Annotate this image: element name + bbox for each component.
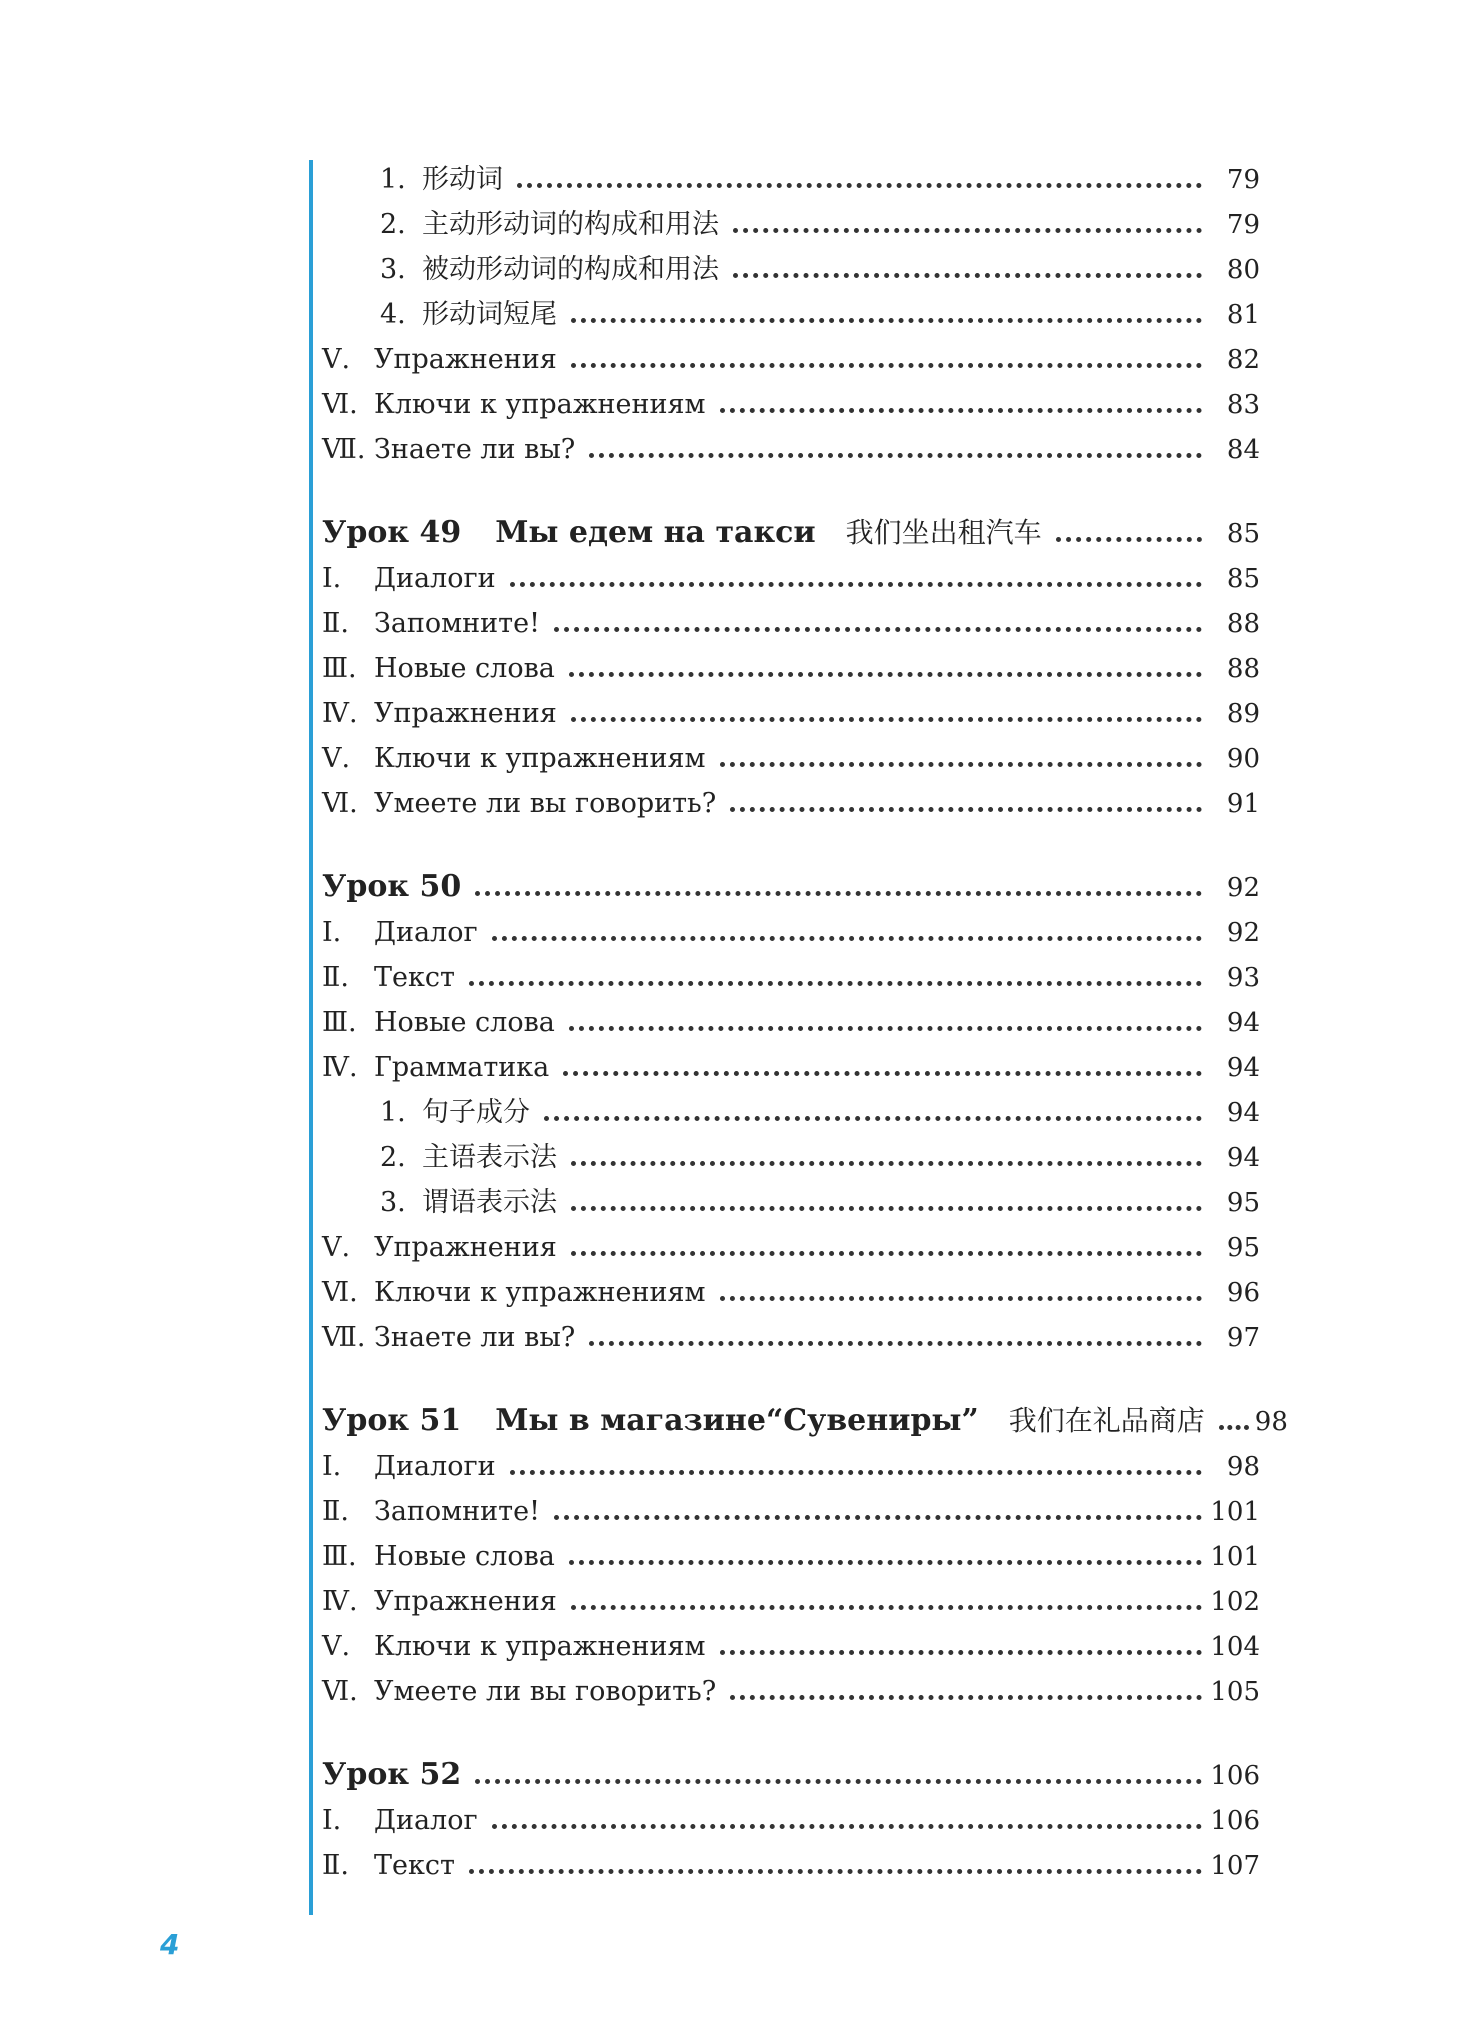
entry-label	[322, 345, 557, 375]
entry-label	[380, 1098, 530, 1128]
entry-number: Ⅰ.	[322, 563, 342, 595]
lesson-heading[interactable]	[322, 1741, 1260, 1791]
dot-leader	[720, 1650, 1202, 1655]
entry-title: Новые слова	[374, 653, 555, 685]
entry-number: Ⅳ.	[322, 1586, 358, 1618]
dot-leader	[569, 1560, 1202, 1565]
entry-title: Диалог	[374, 1805, 478, 1837]
page-ref: 94	[1226, 1053, 1260, 1084]
page-ref: 88	[1226, 609, 1260, 640]
dot-leader	[571, 1161, 1202, 1166]
entry-title: Упражнения	[374, 1232, 557, 1264]
lesson-title	[322, 1404, 1205, 1437]
dot-leader	[1219, 1425, 1249, 1430]
entry-label	[322, 1677, 716, 1707]
entry-number: Ⅲ.	[322, 1541, 357, 1573]
entry-number: Ⅶ.	[322, 434, 366, 466]
entry-number: Ⅱ.	[322, 608, 349, 640]
toc-section	[322, 499, 1260, 819]
page-ref: 101	[1210, 1497, 1260, 1528]
entry-title: Запомните!	[374, 608, 540, 640]
page-ref: 89	[1226, 699, 1260, 730]
entry-label	[322, 744, 706, 774]
toc-entry[interactable]	[322, 774, 1260, 819]
dot-leader	[510, 582, 1202, 587]
toc-entry[interactable]	[322, 1437, 1260, 1482]
entry-title: Ключи к упражнениям	[374, 743, 706, 775]
lesson-heading[interactable]	[322, 853, 1260, 903]
dot-leader	[589, 1341, 1202, 1346]
entry-number: 4.	[380, 299, 406, 331]
toc-entry[interactable]	[322, 330, 1260, 375]
entry-label	[380, 1188, 557, 1218]
toc-entry[interactable]	[322, 285, 1260, 330]
toc-section	[322, 1741, 1260, 1881]
page-ref: 104	[1210, 1632, 1260, 1663]
page-ref: 95	[1226, 1188, 1260, 1219]
entry-title: 句子成分	[422, 1097, 530, 1129]
toc-entry[interactable]	[322, 1218, 1260, 1263]
entry-label	[322, 699, 557, 729]
page-ref: 88	[1226, 654, 1260, 685]
entry-title: Знаете ли вы?	[374, 1322, 576, 1354]
entry-title: Умеете ли вы говорить?	[374, 788, 717, 820]
entry-title: Диалоги	[374, 1451, 496, 1483]
entry-label	[322, 1008, 555, 1038]
dot-leader	[517, 183, 1202, 188]
dot-leader	[730, 807, 1202, 812]
entry-title: Грамматика	[374, 1052, 550, 1084]
dot-leader	[571, 363, 1202, 368]
entry-number: Ⅴ.	[322, 344, 351, 376]
entry-title: Упражнения	[374, 1586, 557, 1618]
entry-label	[322, 963, 455, 993]
entry-label	[322, 1587, 557, 1617]
toc-entry[interactable]	[322, 1791, 1260, 1836]
page-ref: 94	[1226, 1008, 1260, 1039]
page-ref: 101	[1210, 1542, 1260, 1573]
page-number: 4	[160, 1928, 180, 1961]
entry-label	[380, 165, 503, 195]
entry-label	[322, 390, 706, 420]
page-ref: 82	[1226, 345, 1260, 376]
dot-leader	[571, 1206, 1202, 1211]
lesson-chinese-title: 我们在礼品商店	[1008, 1404, 1205, 1437]
toc-entry[interactable]	[322, 1038, 1260, 1083]
page-ref: 102	[1210, 1587, 1260, 1618]
toc-entry[interactable]	[322, 420, 1260, 465]
dot-leader	[730, 1695, 1202, 1700]
entry-label	[380, 1143, 557, 1173]
entry-label	[322, 609, 540, 639]
toc-entry[interactable]	[322, 639, 1260, 684]
page-ref: 98	[1226, 1452, 1260, 1483]
entry-number: 3.	[380, 254, 406, 286]
page-ref: 94	[1226, 1098, 1260, 1129]
toc-section	[322, 853, 1260, 1353]
entry-label	[322, 1632, 706, 1662]
entry-number: 2.	[380, 209, 406, 241]
entry-number: Ⅳ.	[322, 698, 358, 730]
entry-title: Знаете ли вы?	[374, 434, 576, 466]
toc-entry[interactable]	[322, 240, 1260, 285]
toc-entry[interactable]	[322, 684, 1260, 729]
entry-label	[380, 210, 719, 240]
page-ref: 92	[1226, 873, 1260, 904]
entry-title: Ключи к упражнениям	[374, 1277, 706, 1309]
entry-label	[380, 300, 557, 330]
toc-section	[322, 150, 1260, 465]
entry-number: 1.	[380, 164, 406, 196]
toc-entry[interactable]	[322, 1836, 1260, 1881]
entry-label	[322, 564, 496, 594]
dot-leader	[589, 453, 1202, 458]
toc-entry[interactable]	[322, 993, 1260, 1038]
page-ref: 90	[1226, 744, 1260, 775]
entry-label	[322, 654, 555, 684]
toc-entry[interactable]	[322, 1527, 1260, 1572]
lesson-russian-title: Мы в магазине“Сувениры”	[495, 1403, 979, 1438]
entry-title: Текст	[374, 962, 455, 994]
entry-number: 2.	[380, 1142, 406, 1174]
lesson-title	[322, 1758, 461, 1791]
dot-leader	[720, 762, 1202, 767]
entry-number: 1.	[380, 1097, 406, 1129]
entry-number: Ⅰ.	[322, 1451, 342, 1483]
page-ref: 91	[1226, 789, 1260, 820]
entry-number: Ⅰ.	[322, 1805, 342, 1837]
dot-leader	[720, 1296, 1202, 1301]
lesson-number: Урок 50	[322, 869, 462, 904]
dot-leader	[469, 981, 1202, 986]
dot-leader	[563, 1071, 1202, 1076]
page-ref: 85	[1226, 519, 1260, 550]
toc-entry[interactable]	[322, 375, 1260, 420]
accent-rule	[309, 160, 313, 1915]
entry-label	[380, 255, 719, 285]
entry-title: 被动形动词的构成和用法	[422, 254, 719, 286]
entry-number: Ⅲ.	[322, 1007, 357, 1039]
toc-entry[interactable]	[322, 1128, 1260, 1173]
toc-entry[interactable]	[322, 1662, 1260, 1707]
page-ref: 93	[1226, 963, 1260, 994]
entry-title: 形动词短尾	[422, 299, 557, 331]
dot-leader	[733, 228, 1202, 233]
page-ref: 84	[1226, 435, 1260, 466]
dot-leader	[544, 1116, 1202, 1121]
entry-number: Ⅱ.	[322, 1496, 349, 1528]
page-ref: 95	[1226, 1233, 1260, 1264]
toc-entry[interactable]	[322, 195, 1260, 240]
dot-leader	[571, 717, 1202, 722]
lesson-title	[322, 516, 1042, 549]
entry-title: Умеете ли вы говорить?	[374, 1676, 717, 1708]
dot-leader	[569, 672, 1202, 677]
entry-number: Ⅶ.	[322, 1322, 366, 1354]
toc-entry[interactable]	[322, 1572, 1260, 1617]
entry-title: Ключи к упражнениям	[374, 1631, 706, 1663]
page-ref: 96	[1226, 1278, 1260, 1309]
entry-title: Новые слова	[374, 1007, 555, 1039]
entry-title: Запомните!	[374, 1496, 540, 1528]
entry-label	[322, 1053, 549, 1083]
entry-title: Упражнения	[374, 698, 557, 730]
dot-leader	[475, 891, 1202, 896]
lesson-heading[interactable]	[322, 1387, 1288, 1438]
table-of-contents	[322, 150, 1288, 1882]
entry-number: Ⅵ.	[322, 1676, 358, 1708]
page-ref: 92	[1226, 918, 1260, 949]
entry-title: Текст	[374, 1850, 455, 1882]
toc-entry[interactable]	[322, 729, 1260, 774]
entry-label	[322, 435, 575, 465]
toc-entry[interactable]	[322, 948, 1260, 993]
entry-number: Ⅱ.	[322, 962, 349, 994]
lesson-chinese-title: 我们坐出租汽车	[845, 516, 1042, 549]
entry-number: Ⅰ.	[322, 917, 342, 949]
entry-title: Ключи к упражнениям	[374, 389, 706, 421]
entry-label	[322, 1806, 478, 1836]
entry-label	[322, 1278, 706, 1308]
dot-leader	[1056, 537, 1202, 542]
entry-number: Ⅲ.	[322, 653, 357, 685]
entry-number: Ⅴ.	[322, 1232, 351, 1264]
dot-leader	[492, 936, 1202, 941]
toc-entry[interactable]	[322, 1482, 1260, 1527]
page-ref: 105	[1210, 1677, 1260, 1708]
lesson-number: Урок 52	[322, 1757, 462, 1792]
toc-entry[interactable]	[322, 1173, 1260, 1218]
dot-leader	[720, 408, 1202, 413]
entry-label	[322, 1497, 540, 1527]
dot-leader	[554, 1515, 1202, 1520]
page-ref: 79	[1226, 165, 1260, 196]
dot-leader	[571, 318, 1202, 323]
toc-section	[322, 1387, 1288, 1708]
page-ref: 85	[1226, 564, 1260, 595]
entry-number: 3.	[380, 1187, 406, 1219]
page-ref: 94	[1226, 1143, 1260, 1174]
page-ref: 80	[1226, 255, 1260, 286]
toc-entry[interactable]	[322, 1083, 1260, 1128]
entry-title: 主动形动词的构成和用法	[422, 209, 719, 241]
entry-number: Ⅴ.	[322, 743, 351, 775]
lesson-number: Урок 49	[322, 515, 462, 550]
dot-leader	[510, 1470, 1202, 1475]
dot-leader	[569, 1026, 1202, 1031]
page-ref: 79	[1226, 210, 1260, 241]
page-ref: 98	[1254, 1407, 1288, 1438]
entry-number: Ⅵ.	[322, 788, 358, 820]
entry-title: Новые слова	[374, 1541, 555, 1573]
dot-leader	[475, 1779, 1202, 1784]
page-ref: 106	[1210, 1761, 1260, 1792]
entry-label	[322, 1542, 555, 1572]
entry-title: 形动词	[422, 164, 503, 196]
lesson-number: Урок 51	[322, 1403, 462, 1438]
page-ref: 107	[1210, 1851, 1260, 1882]
dot-leader	[469, 1869, 1202, 1874]
page-ref: 83	[1226, 390, 1260, 421]
entry-number: Ⅵ.	[322, 389, 358, 421]
page-ref: 81	[1226, 300, 1260, 331]
dot-leader	[571, 1605, 1202, 1610]
entry-title: Диалоги	[374, 563, 496, 595]
entry-number: Ⅱ.	[322, 1850, 349, 1882]
lesson-russian-title: Мы едем на такси	[495, 515, 816, 550]
toc-entry[interactable]	[322, 594, 1260, 639]
toc-entry[interactable]	[322, 903, 1260, 948]
toc-entry[interactable]	[322, 150, 1260, 195]
entry-number: Ⅵ.	[322, 1277, 358, 1309]
entry-label	[322, 918, 478, 948]
entry-label	[322, 1323, 575, 1353]
dot-leader	[492, 1824, 1202, 1829]
dot-leader	[733, 273, 1202, 278]
entry-title: Диалог	[374, 917, 478, 949]
entry-title: 谓语表示法	[422, 1187, 557, 1219]
toc-entry[interactable]	[322, 549, 1260, 594]
dot-leader	[571, 1251, 1202, 1256]
entry-number: Ⅳ.	[322, 1052, 358, 1084]
page-ref: 97	[1226, 1323, 1260, 1354]
lesson-title	[322, 870, 461, 903]
toc-entry[interactable]	[322, 1617, 1260, 1662]
dot-leader	[554, 627, 1202, 632]
entry-label	[322, 1851, 455, 1881]
entry-number: Ⅴ.	[322, 1631, 351, 1663]
toc-entry[interactable]	[322, 1263, 1260, 1308]
toc-entry[interactable]	[322, 1308, 1260, 1353]
entry-label	[322, 789, 716, 819]
entry-title: 主语表示法	[422, 1142, 557, 1174]
entry-label	[322, 1233, 557, 1263]
entry-title: Упражнения	[374, 344, 557, 376]
lesson-heading[interactable]	[322, 499, 1260, 549]
page-ref: 106	[1210, 1806, 1260, 1837]
entry-label	[322, 1452, 496, 1482]
